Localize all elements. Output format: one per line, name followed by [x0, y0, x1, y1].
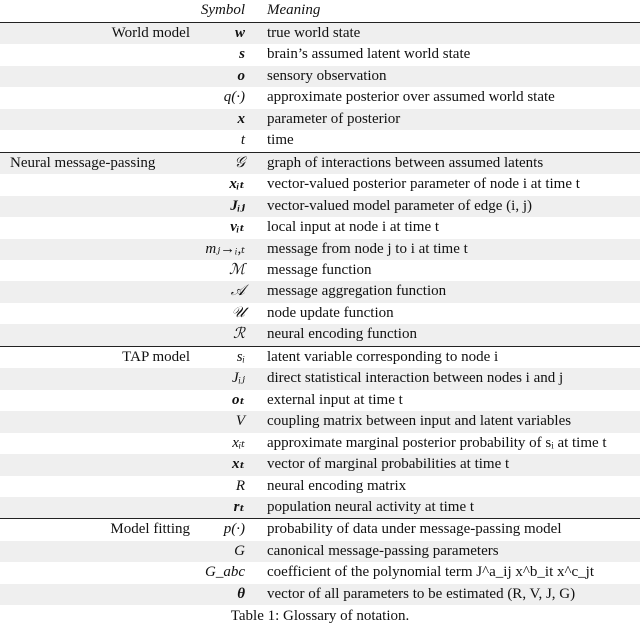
table-row: [0, 390, 640, 411]
meaning-cell: message from node j to i at time t: [263, 239, 640, 260]
meaning-cell: time: [267, 132, 294, 149]
symbol-cell: o: [190, 66, 263, 87]
table-row: [0, 433, 640, 454]
meaning-cell: probability of data under message-passing model: [263, 519, 640, 541]
symbol-cell: R: [235, 477, 245, 494]
table-row: [0, 368, 640, 389]
table-row: [0, 497, 640, 519]
header-symbol: Symbol: [200, 2, 245, 19]
table-row: [0, 541, 640, 562]
meaning-cell: coupling matrix between input and latent variables: [263, 411, 640, 432]
meaning-cell: coefficient of the polynomial term J^a_ij x^b_it x^c_jt: [267, 564, 595, 581]
group-label-neural: Neural message-passing: [0, 152, 190, 174]
meaning-cell: sensory observation: [263, 66, 640, 87]
table-row: [0, 303, 640, 324]
group-label-fitting: Model fitting: [0, 519, 190, 541]
symbol-cell: xᵢₜ: [229, 176, 245, 193]
symbol-cell: Jᵢⱼ: [190, 196, 263, 217]
symbol-cell: Jᵢⱼ: [190, 368, 263, 389]
meaning-cell: vector of marginal probabilities at time t: [263, 454, 640, 475]
symbol-cell: oₜ: [231, 391, 245, 408]
symbol-cell: xᵢₜ: [232, 434, 245, 451]
group-label-tap: TAP model: [0, 346, 190, 368]
meaning-cell: local input at node i at time t: [267, 219, 440, 236]
meaning-cell: brain’s assumed latent world state: [267, 46, 471, 63]
table-row: [0, 217, 640, 238]
meaning-cell: canonical message-passing parameters: [263, 541, 640, 562]
table-caption: Table 1: Glossary of notation.: [230, 608, 410, 624]
symbol-cell: p(·): [190, 519, 263, 541]
symbol-cell: xₜ: [190, 454, 263, 475]
meaning-cell: external input at time t: [267, 391, 403, 408]
meaning-cell: message aggregation function: [263, 281, 640, 302]
table-row: [0, 109, 640, 130]
symbol-cell: w: [190, 23, 263, 45]
table-row: [0, 411, 640, 432]
symbol-cell: x: [190, 109, 263, 130]
symbol-cell: vᵢₜ: [230, 219, 245, 236]
table-row: [0, 87, 640, 108]
table-row: [0, 584, 640, 605]
meaning-cell: true world state: [263, 23, 640, 45]
header-group: [0, 0, 190, 23]
symbol-cell: rₜ: [190, 497, 263, 519]
symbol-cell: 𝒰: [231, 304, 245, 321]
table-row: [0, 476, 640, 497]
meaning-cell: approximate posterior over assumed world state: [267, 89, 555, 106]
symbol-cell: ℳ: [228, 261, 245, 278]
symbol-cell: mⱼ→ᵢ,ₜ: [190, 239, 263, 260]
meaning-cell: vector-valued model parameter of edge (i, j): [263, 196, 640, 217]
header-meaning: Meaning: [267, 2, 321, 19]
group-label-world: World model: [0, 23, 190, 45]
table-row: [0, 44, 640, 65]
symbol-cell: ℛ: [190, 324, 263, 346]
symbol-cell: t: [240, 132, 245, 149]
symbol-cell: G: [190, 541, 263, 562]
table-row: [0, 239, 640, 260]
table-row: [0, 66, 640, 87]
symbol-cell: V: [190, 411, 263, 432]
symbol-cell: q(·): [223, 89, 245, 106]
table-row: [0, 196, 640, 217]
meaning-cell: vector of all parameters to be estimated (R, V, J, G): [263, 584, 640, 605]
symbol-cell: 𝒜: [190, 281, 263, 302]
table-row: [0, 454, 640, 475]
meaning-cell: direct statistical interaction between nodes i and j: [263, 368, 640, 389]
meaning-cell: latent variable corresponding to node i: [263, 346, 640, 368]
symbol-cell: G_abc: [205, 564, 245, 581]
meaning-cell: message function: [267, 261, 372, 278]
meaning-cell: approximate marginal posterior probability of sᵢ at time t: [267, 434, 607, 451]
symbol-cell: s: [239, 46, 245, 63]
table-row: [0, 130, 640, 152]
table-row: [0, 174, 640, 195]
table-row: [0, 260, 640, 281]
table-row: [0, 281, 640, 302]
meaning-cell: parameter of posterior: [263, 109, 640, 130]
meaning-cell: population neural activity at time t: [263, 497, 640, 519]
meaning-cell: vector-valued posterior parameter of node i at time t: [267, 176, 580, 193]
table-row: [0, 346, 640, 368]
symbol-cell: θ: [190, 584, 263, 605]
table-header-row: [0, 0, 640, 23]
table-row: [0, 324, 640, 346]
symbol-cell: sᵢ: [190, 346, 263, 368]
table-row: [0, 152, 640, 174]
table-row: [0, 519, 640, 541]
table-row: [0, 23, 640, 45]
meaning-cell: neural encoding matrix: [267, 477, 407, 494]
symbol-cell: 𝒢: [190, 152, 263, 174]
meaning-cell: node update function: [267, 304, 394, 321]
meaning-cell: graph of interactions between assumed latents: [263, 152, 640, 174]
meaning-cell: neural encoding function: [263, 324, 640, 346]
table-row: [0, 562, 640, 583]
